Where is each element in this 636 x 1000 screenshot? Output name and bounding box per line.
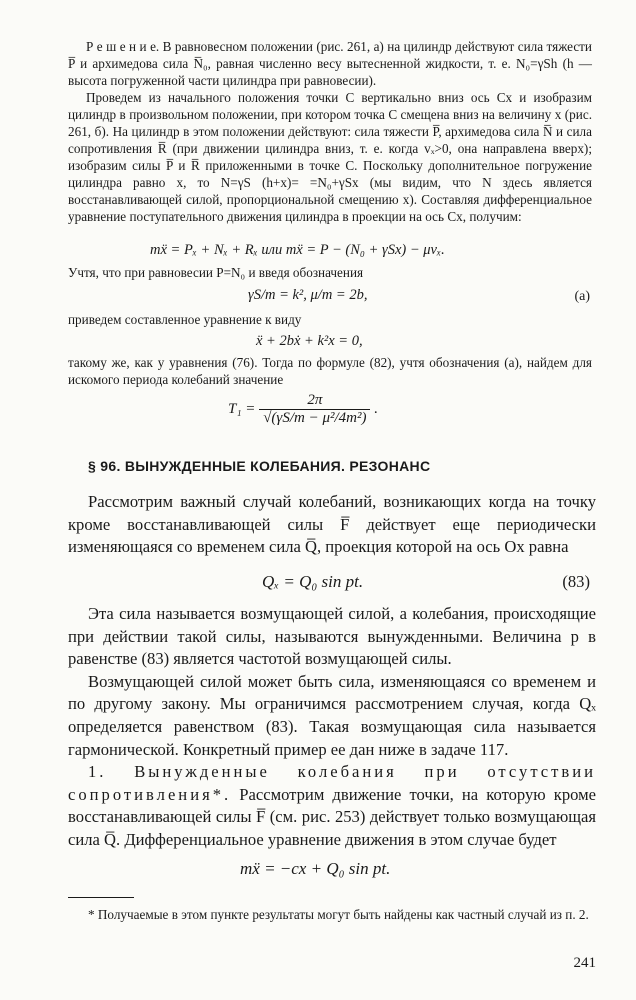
- footnote-divider: [68, 897, 134, 898]
- solution-block: [68, 38, 592, 225]
- equation-number-83: (83): [562, 572, 590, 591]
- equation-notation: γS/m = k², μ/m = 2b,: [248, 287, 368, 303]
- solution-paragraph-1: Р е ш е н и е. В равновесном положении (рис. 261, а) на цилиндр действуют сила тяжести P̅ и архимедова сила N̅₀, равная численно весу вытесненной жидкости, т. е. N₀=γSh (h — высота погруженной части цилиндра при равновесии).: [68, 39, 592, 88]
- solution-paragraph-5: такому же, как у уравнения (76). Тогда по формуле (82), учтя обозначения (а), найдем для искомого периода колебаний значение: [68, 355, 592, 387]
- period-end: .: [374, 400, 378, 417]
- section-paragraph-1-wrap: [68, 491, 596, 559]
- section-heading: § 96. ВЫНУЖДЕННЫЕ КОЛЕБАНИЯ. РЕЗОНАНС: [88, 458, 431, 474]
- equation-period: [228, 392, 378, 427]
- section-paragraph-1: Рассмотрим важный случай колебаний, возникающих когда на точку кроме восстанавливающей силы F̅ действует еще периодически изменяющаяся со временем сила Q̅, проекция которой на ось Ox равна: [68, 492, 596, 557]
- period-fraction: [259, 392, 370, 427]
- equation-canonical: ẍ + 2bẋ + k²x = 0,: [256, 333, 363, 349]
- section-body: [68, 603, 596, 852]
- page-number: 241: [573, 955, 596, 971]
- solution-paragraph-2: Проведем из начального положения точки C вертикально вниз ось Cx и изобразим цилиндр в произвольном положении, при котором точка C смещена вниз на величину x (рис. 261, б). На цилиндр в этом положении действуют: сила тяжести P̅, архимедова сила N̅ и сила сопротивления R̅ (при движении цилиндра вниз, т. е. когда vₓ>0, она направлена вверх); изобразим силы P̅ и R̅ приложенными в точке C. Поскольку дополнительное погружение цилиндра равно x, то N=γS (h+x)= =N₀+γSx (мы видим, что N здесь является восстанавливающей силой, пропорциональной смещению x). Составляя дифференциальное уравнение поступательного движения цилиндра в проекции на ось Cx, получим:: [68, 90, 592, 224]
- subsection-title: 1. Вынужденные колебания при отсутствии сопротивления*.: [68, 762, 596, 804]
- section-paragraph-4: [68, 761, 596, 851]
- solution-paragraph-5-wrap: [68, 354, 592, 388]
- solution-paragraph-3: Учтя, что при равновесии P=N₀ и введя обозначения: [68, 265, 364, 280]
- period-denominator: √(γS/m − μ²/4m²): [263, 410, 367, 426]
- solution-paragraph-3-wrap: [68, 264, 592, 281]
- footnote-text: * Получаемые в этом пункте результаты могут быть найдены как частный случай из п. 2.: [88, 907, 589, 922]
- equation-83: Qₓ = Q₀ sin pt.: [262, 572, 364, 591]
- section-paragraph-3: Возмущающей силой может быть сила, изменяющаяся со временем и по другому закону. Мы ограничимся рассмотрением случая, когда Qₓ определяется равенством (83). Такая возмущающая сила называется гармонической. Конкретный пример ее дан ниже в задаче 117.: [68, 671, 596, 759]
- period-lhs: T₁ =: [228, 400, 256, 417]
- equation-motion: mẍ = Pₓ + Nₓ + Rₓ или mẍ = P − (N₀ + γSx) − μvₓ.: [150, 242, 445, 258]
- section-paragraph-2: Эта сила называется возмущающей силой, а колебания, происходящие при действии такой силы, называются вынужденными. Величина p в равенстве (83) является частотой возмущающей силы.: [68, 604, 596, 669]
- solution-paragraph-4-wrap: [68, 311, 592, 328]
- equation-forced-motion: mẍ = −cx + Q₀ sin pt.: [240, 859, 391, 878]
- footnote-block: [68, 906, 592, 923]
- equation-number-a: (a): [574, 289, 590, 304]
- subsection-text: Рассмотрим движение точки, на которую кроме восстанавливающей силы F̅ (см. рис. 253) действует только возмущающая сила Q̅. Дифференциальное уравнение движения в этом случае будет: [68, 784, 596, 849]
- period-numerator: 2π: [259, 392, 370, 410]
- solution-paragraph-4: приведем составленное уравнение к виду: [68, 312, 302, 327]
